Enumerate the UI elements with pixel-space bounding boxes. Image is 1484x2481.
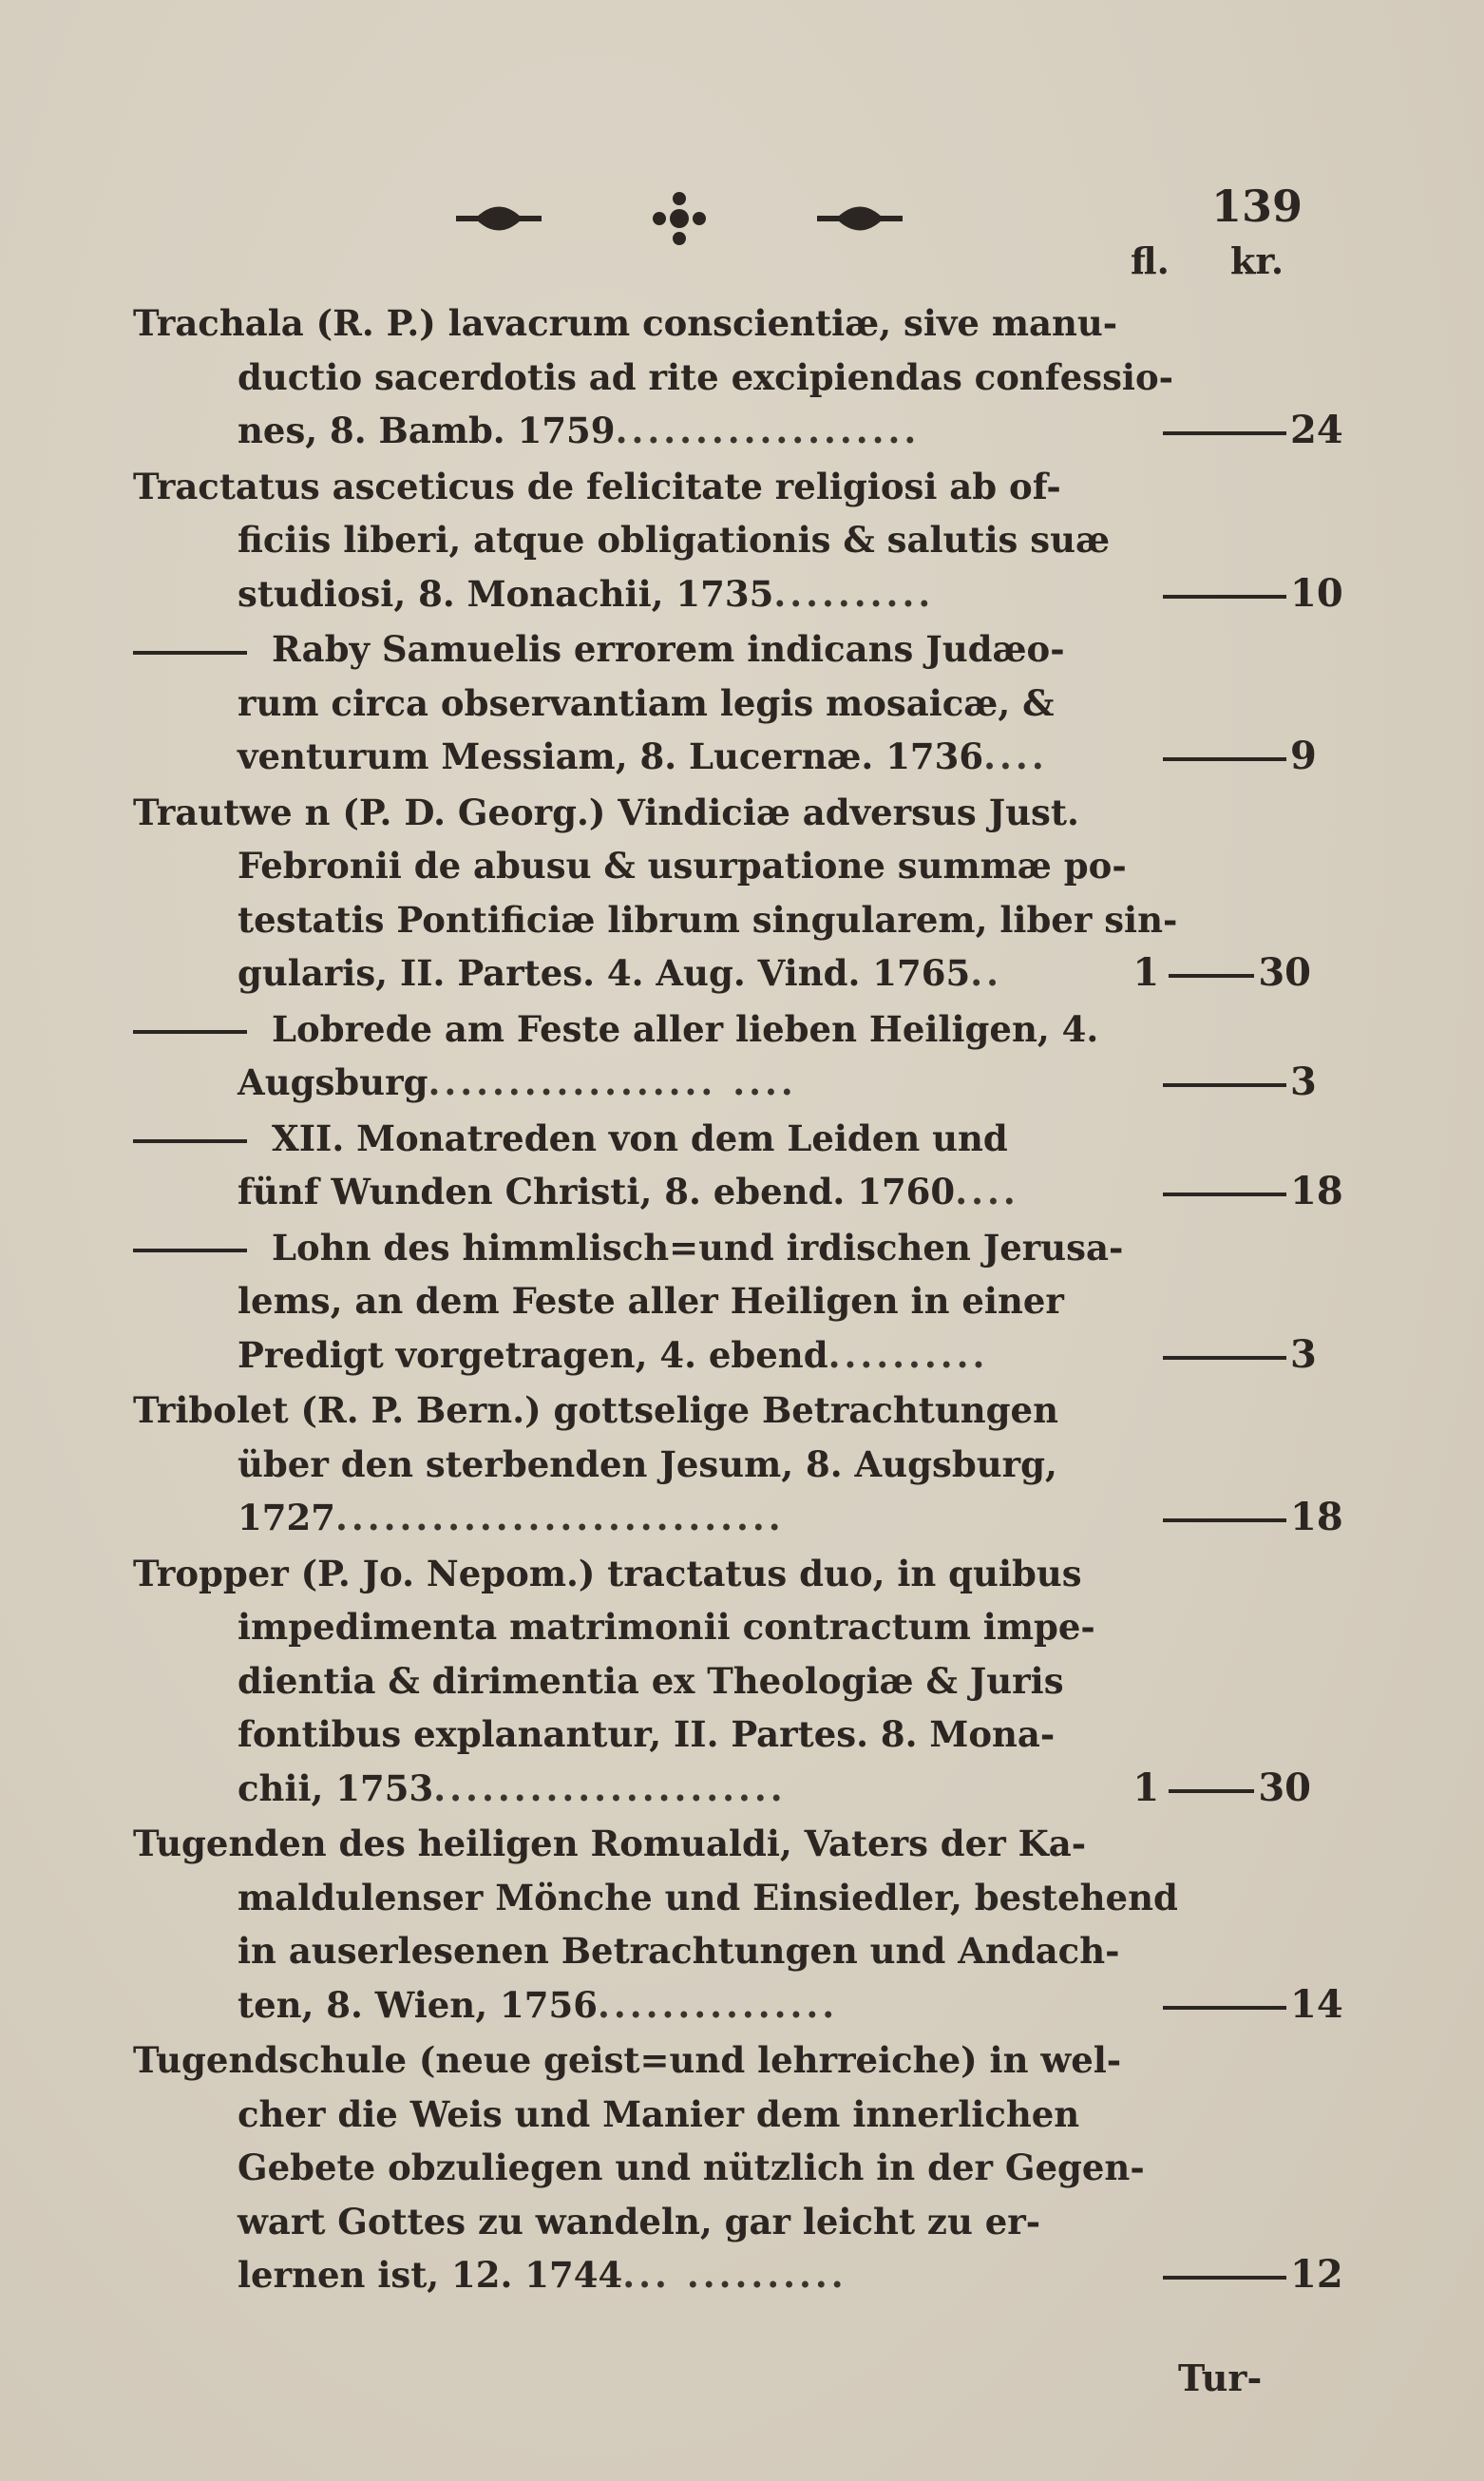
ditto-dash (133, 1030, 247, 1034)
entry-text: ductio sacerdotis ad rite excipiendas confessio- (238, 355, 1173, 398)
price-dash (1163, 1356, 1286, 1360)
price-kreuzer: 18 (1290, 1169, 1343, 1213)
entry-text: Gebete obzuliegen und nützlich in der Gegen- (238, 2147, 1145, 2188)
entry-text: chii, 1753 (238, 1766, 434, 1809)
price (1121, 404, 1343, 458)
entry-line (133, 1221, 1311, 1275)
price-kreuzer: 12 (1290, 2252, 1343, 2297)
entry-text: Tribolet (R. P. Bern.) gottselige Betrachtungen (133, 1389, 1058, 1431)
entry-text: fünf Wunden Christi, 8. ebend. 1760 (238, 1171, 956, 1212)
entry-line (133, 1871, 1311, 1925)
entry-line (133, 1762, 1311, 1816)
entry-text: cher die Weis und Manier dem innerlichen (238, 2092, 1080, 2135)
entry-text: XII. Monatreden von dem Leiden und (272, 1116, 1008, 1159)
entry-line (133, 946, 1311, 1001)
catchword: Tur- (1178, 2357, 1263, 2399)
price-kreuzer: 10 (1290, 570, 1343, 616)
price-kreuzer: 24 (1290, 408, 1343, 452)
price (1121, 730, 1317, 784)
price-kreuzer: 3 (1290, 1331, 1317, 1377)
entry-text: in auserlesenen Betrachtungen und Andach- (238, 1930, 1120, 1972)
entry-text: ten, 8. Wien, 1756 (238, 1983, 598, 2026)
price-dash (1163, 1193, 1286, 1196)
entry-line (133, 1600, 1311, 1654)
price (1121, 946, 1311, 1001)
dot-leaders: .......... (773, 572, 935, 615)
entry-line (133, 730, 1317, 784)
entry-line (133, 351, 1311, 405)
entry-line (133, 567, 1343, 621)
catalog-entry (133, 622, 1317, 784)
entry-text: ficiis liberi, atque obligationis & salutis suæ (238, 519, 1111, 561)
entry-line (133, 1547, 1311, 1601)
entry-line (133, 1438, 1311, 1492)
column-header-florin: fl. (1131, 239, 1170, 282)
entry-text: über den sterbenden Jesum, 8. Augsburg, (238, 1442, 1057, 1485)
dot-leaders: .. (970, 952, 1002, 994)
entry-line (133, 1056, 1317, 1110)
entry-text: lernen ist, 12. 1744 (238, 2254, 623, 2296)
catalog-entries (133, 296, 1343, 2304)
entry-text: Trautwe n (P. D. Georg.) Vindiciæ adversus Just. (133, 791, 1079, 833)
entry-line (133, 1817, 1311, 1871)
price-dash (1169, 974, 1254, 978)
price-dash (1169, 1789, 1254, 1793)
entry-text: rum circa observantiam legis mosaicæ, & (238, 681, 1055, 724)
entry-line (133, 839, 1311, 893)
entry-text: Lobrede am Feste aller lieben Heiligen, 4. (272, 1007, 1099, 1050)
catalog-entry (133, 2033, 1343, 2302)
ditto-dash (133, 1249, 247, 1252)
entry-text: Raby Samuelis errorem indicans Judæo- (272, 628, 1065, 670)
entry-line (133, 2088, 1311, 2142)
ornament-header (456, 185, 903, 252)
entry-line (133, 1924, 1311, 1978)
entry-line (133, 1274, 1311, 1328)
price-dash (1163, 1083, 1286, 1087)
entry-line (133, 513, 1311, 567)
dot-leaders: ............................ (334, 1497, 785, 1538)
price-kreuzer: 3 (1290, 1059, 1317, 1104)
entry-text: venturum Messiam, 8. Lucernæ. 1736 (238, 735, 984, 777)
catalog-entry (133, 1384, 1343, 1545)
dot-leaders: .......... (828, 1333, 989, 1376)
dot-leaders: ................... (615, 410, 921, 451)
price-kreuzer: 30 (1258, 950, 1311, 995)
entry-line (133, 460, 1311, 514)
price (1121, 1978, 1343, 2033)
entry-text: Predigt vorgetragen, 4. ebend (238, 1333, 828, 1376)
catalog-entry (133, 460, 1343, 621)
entry-line (133, 296, 1311, 351)
entry-text: Tropper (P. Jo. Nepom.) tractatus duo, in quibus (133, 1552, 1082, 1594)
price (1121, 1328, 1317, 1383)
catalog-entry (133, 1547, 1311, 1816)
dot-leaders: .... (955, 1171, 1019, 1212)
entry-text: lems, an dem Feste aller Heiligen in einer (238, 1280, 1064, 1322)
entry-text: Tractatus asceticus de felicitate religiosi ab of- (133, 465, 1061, 507)
price-dash (1163, 2276, 1286, 2280)
price (1121, 1491, 1343, 1545)
price-dash (1163, 2006, 1286, 2010)
entry-text: Tugenden des heiligen Romualdi, Vaters der Ka- (133, 1823, 1087, 1864)
entry-line (133, 1165, 1343, 1219)
entry-text: 1727 (238, 1497, 335, 1538)
entry-text: Febronii de abusu & usurpatione summæ po- (238, 845, 1127, 887)
catalog-entry (133, 296, 1343, 458)
price-dash (1163, 1518, 1286, 1522)
entry-text: wart Gottes zu wandeln, gar leicht zu er- (238, 2200, 1041, 2242)
entry-line (133, 1654, 1311, 1708)
ditto-dash (133, 1139, 247, 1143)
price (1121, 567, 1343, 621)
price-dash (1163, 431, 1286, 435)
entry-text: fontibus explanantur, II. Partes. 8. Mona- (238, 1713, 1056, 1755)
price-kreuzer: 30 (1258, 1765, 1311, 1810)
dot-leaders: ...................... (433, 1766, 787, 1809)
entry-text: nes, 8. Bamb. 1759 (238, 410, 616, 451)
entry-line (133, 2248, 1343, 2302)
entry-text: maldulenser Mönche und Einsiedler, bestehend (238, 1876, 1178, 1918)
catalog-entry (133, 1817, 1343, 2032)
entry-text: studiosi, 8. Monachii, 1735 (238, 572, 774, 615)
catalog-entry (133, 786, 1311, 1001)
entry-line (133, 1002, 1311, 1057)
dot-leaders: .... (983, 735, 1048, 777)
price (1121, 2248, 1343, 2302)
entry-text: gularis, II. Partes. 4. Aug. Vind. 1765 (238, 952, 971, 994)
page-number: 139 (1211, 181, 1303, 232)
entry-line (133, 677, 1311, 731)
entry-line (133, 893, 1311, 947)
entry-text: Lohn des himmlisch=und irdischen Jerusa- (272, 1226, 1124, 1269)
price-florin: 1 (1132, 1765, 1160, 1810)
entry-text: Augsburg (238, 1061, 428, 1103)
entry-line (133, 1112, 1311, 1166)
price-dash (1163, 757, 1286, 761)
price (1121, 1056, 1317, 1110)
entry-text: Trachala (R. P.) lavacrum conscientiæ, sive manu- (133, 302, 1118, 344)
entry-text: Tugendschule (neue geist=und lehrreiche) in wel- (133, 2039, 1122, 2081)
ditto-dash (133, 651, 247, 655)
entry-line (133, 2033, 1311, 2088)
entry-line (133, 786, 1311, 840)
price-dash (1163, 595, 1286, 599)
entry-text: testatis Pontificiæ librum singularem, liber sin- (238, 898, 1178, 941)
entry-line (133, 2141, 1311, 2195)
price (1121, 1165, 1343, 1219)
catalog-entry (133, 1112, 1343, 1219)
entry-line (133, 1708, 1311, 1762)
price (1121, 1762, 1311, 1816)
dot-leaders: ............... (597, 1983, 839, 2026)
price-kreuzer: 9 (1290, 734, 1317, 778)
catalog-entry (133, 1221, 1317, 1383)
price-kreuzer: 18 (1290, 1495, 1343, 1539)
price-kreuzer: 14 (1290, 1981, 1343, 2027)
entry-line (133, 1491, 1343, 1545)
entry-text: impedimenta matrimonii contractum impe- (238, 1606, 1095, 1648)
dot-leaders: .................. .... (428, 1061, 797, 1103)
dot-leaders: ... .......... (622, 2254, 847, 2296)
catalog-entry (133, 1002, 1317, 1110)
price-florin: 1 (1132, 950, 1160, 995)
column-header-kreuzer: kr. (1230, 239, 1284, 282)
entry-text: dientia & dirimentia ex Theologiæ & Juris (238, 1659, 1064, 1702)
entry-line (133, 622, 1311, 677)
entry-line (133, 2195, 1311, 2249)
entry-line (133, 1978, 1343, 2033)
entry-line (133, 1328, 1317, 1383)
entry-line (133, 1384, 1311, 1438)
entry-line (133, 404, 1343, 458)
